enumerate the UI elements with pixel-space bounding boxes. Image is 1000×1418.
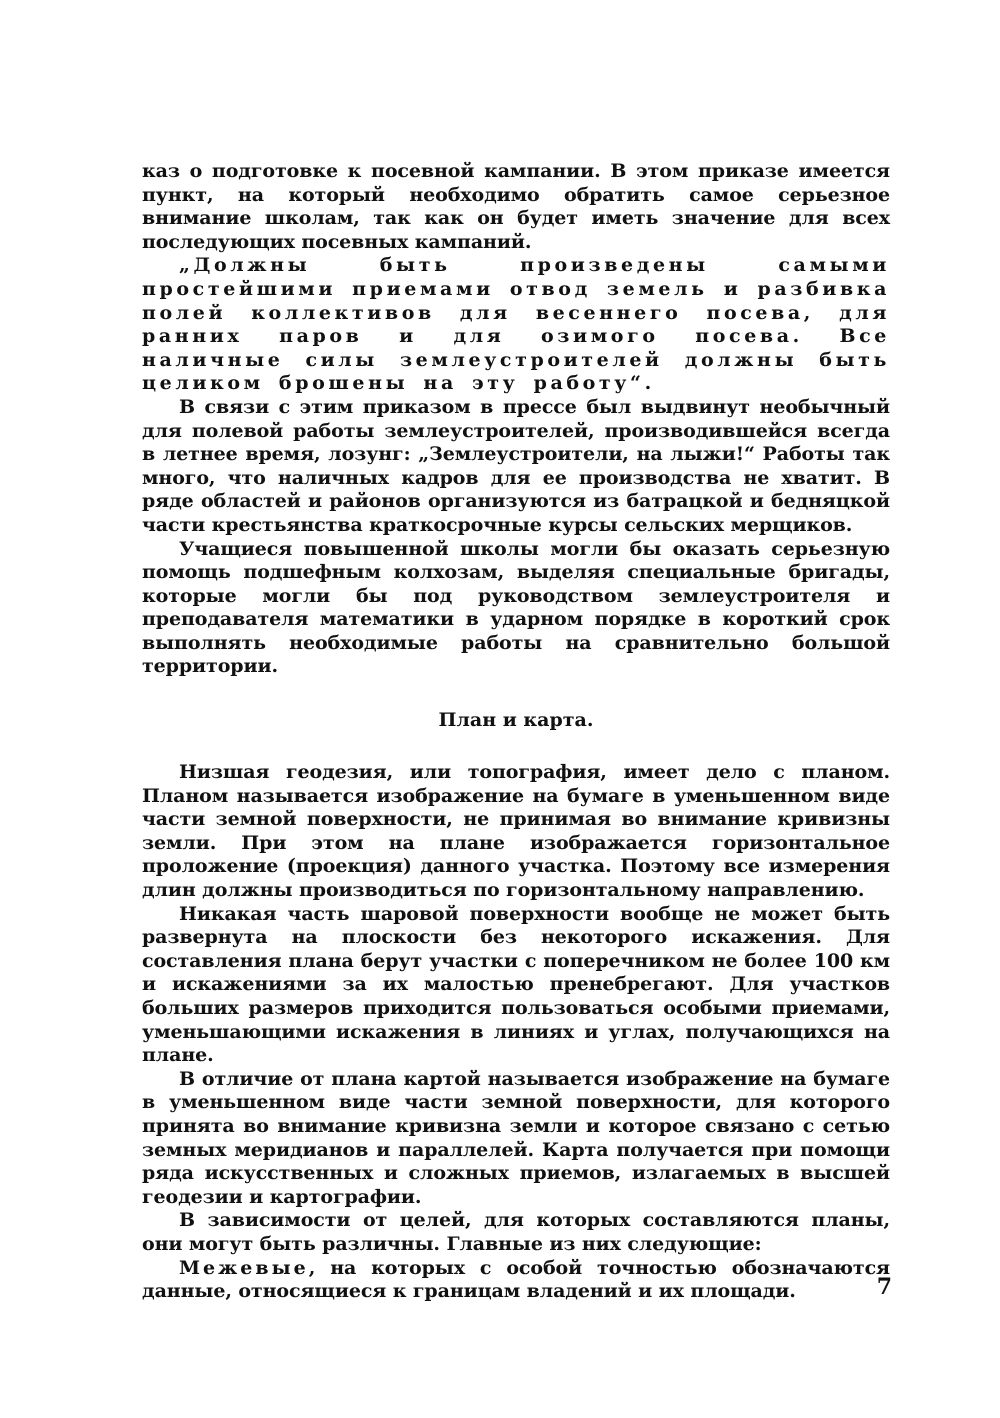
page-number: 7 — [876, 1274, 892, 1300]
page-body — [142, 160, 890, 1304]
paragraph-plan-types: В зависимости от целей, для которых составляются планы, они могут быть различны. Главные из них следующие: — [142, 1209, 890, 1255]
paragraph-plan-definition: Низшая геодезия, или топография, имеет дело с планом. Планом называется изображение на бумаге в уменьшенном виде части земной поверхности, не принимая во внимание кривизны земли. При этом на плане изображается горизонтальное проложение (проекция) данного участка. Поэтому все измерения длин должны производиться по горизонтальному направлению. — [142, 761, 890, 902]
quoted-order-paragraph: „Должны быть произведены самыми простейшими приемами отвод земель и разбивка полей коллективов для весеннего посева, для ранних паров и для озимого посева. Все наличные силы землеустроителей должны быть целиком брошены на эту работу“. — [142, 254, 890, 395]
paragraph-boundary-plans-text: , на которых с особой точностью обозначаются данные, относящиеся к границам владений и их площади. — [142, 1256, 890, 1303]
paragraph-students: Учащиеся повышенной школы могли бы оказать серьезную помощь подшефным колхозам, выделяя специальные бригады, которые могли бы под руководством землеустроителя и преподавателя математики в ударном порядке в короткий срок выполнять необходимые работы на сравнительно большой территории. — [142, 537, 890, 678]
paragraph-distortion: Никакая часть шаровой поверхности вообще не может быть развернута на плоскости без некоторого искажения. Для составления плана берут участки с поперечником не более 100 км и искажениями за их малостью пренебрегают. Для участков больших размеров приходится пользоваться особыми приемами, уменьшающими искажения в линиях и углах, получающихся на плане. — [142, 902, 890, 1067]
paragraph-slogan: В связи с этим приказом в прессе был выдвинут необычный для полевой работы землеустроителей, производившейся всегда в летнее время, лозунг: „Землеустроители, на лыжи!“ Работы так много, что наличных кадров для ее производства не хватит. В ряде областей и районов организуются из батрацкой и бедняцкой части крестьянства краткосрочные курсы сельских мерщиков. — [142, 395, 890, 536]
emphasized-term: Межевые — [179, 1256, 309, 1279]
paragraph-boundary-plans — [142, 1257, 890, 1304]
section-heading: План и карта. — [438, 709, 594, 732]
paragraph-map-definition: В отличие от плана картой называется изображение на бумаге в уменьшенном виде части земной поверхности, для которого принята во внимание кривизна земли и которое связано с сетью земных меридианов и параллелей. Карта получается при помощи ряда искусственных и сложных приемов, излагаемых в высшей геодезии и картографии. — [142, 1067, 890, 1208]
paragraph-continuation: каз о подготовке к посевной кампании. В этом приказе имеется пункт, на который необходимо обратить самое серьезное внимание школам, так как он будет иметь значение для всех последующих посевных кампаний. — [142, 160, 890, 253]
